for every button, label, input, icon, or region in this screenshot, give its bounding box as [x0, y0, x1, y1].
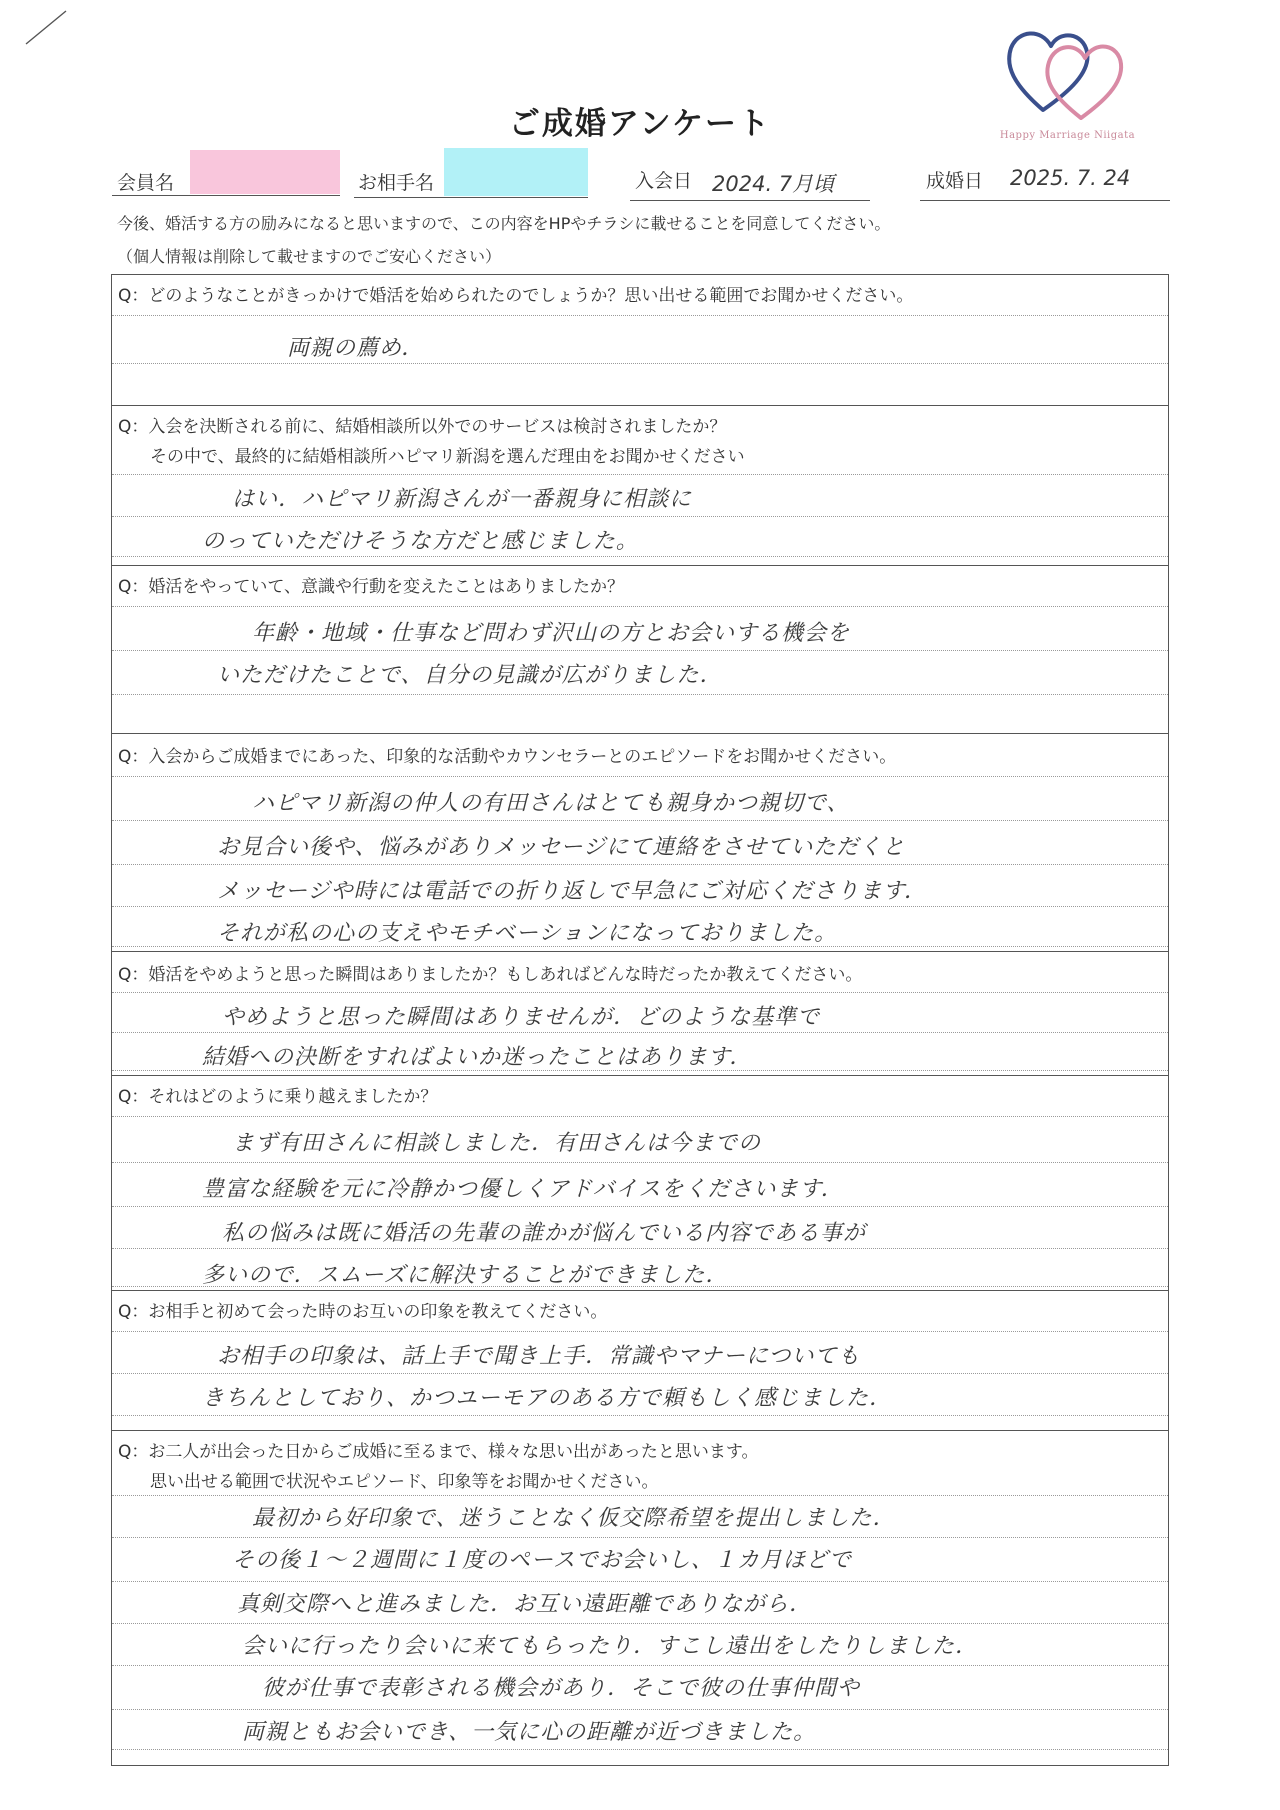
question-section — [112, 275, 1168, 405]
handwritten-answer-line: 両親ともお会いでき、一気に心の距離が近づきました。 — [242, 1720, 817, 1745]
answer-rule-line — [112, 1248, 1168, 1249]
partner-name-redaction — [444, 148, 588, 196]
answer-rule-line — [112, 1162, 1168, 1163]
handwritten-answer-line: まず有田さんに相談しました．有田さんは今までの — [232, 1131, 762, 1156]
handwritten-answer-line: 最初から好印象で、迷うことなく仮交際希望を提出しました． — [252, 1506, 896, 1531]
answer-rule-line — [112, 1331, 1168, 1332]
answer-rule-line — [112, 363, 1168, 364]
answer-rule-line — [112, 650, 1168, 651]
question-text: Q：それはどのように乗り越えましたか？ — [118, 1087, 438, 1107]
logo-text: Happy Marriage Niigata — [999, 130, 1136, 141]
scan-mark — [22, 8, 72, 48]
answer-rule-line — [112, 1373, 1168, 1374]
answer-rule-line — [112, 864, 1168, 865]
question-section — [112, 733, 1168, 951]
answer-rule-line — [112, 1709, 1168, 1710]
answer-rule-line — [112, 906, 1168, 907]
marriage-date-label: 成婚日 — [926, 170, 984, 192]
answer-rule-line — [112, 1749, 1168, 1750]
handwritten-answer-line: 両親の薦め． — [287, 336, 425, 361]
answer-rule-line — [112, 1415, 1168, 1416]
partner-underline — [354, 197, 588, 198]
handwritten-answer-line: 彼が仕事で表彰される機会があり．そこで彼の仕事仲間や — [262, 1676, 861, 1701]
consent-text: 今後、婚活する方の励みになると思いますので、この内容をHPやチラシに載せることを同意してください。 — [117, 214, 891, 233]
question-text: Q：入会からご成婚までにあった、印象的な活動やカウンセラーとのエピソードをお聞かせください。 — [118, 747, 897, 767]
question-section — [112, 565, 1168, 733]
answer-rule-line — [112, 694, 1168, 695]
member-underline — [112, 195, 340, 196]
member-name-redaction — [190, 150, 340, 194]
handwritten-answer-line: お見合い後や、悩みがありメッセージにて連絡をさせていただくと — [217, 835, 906, 860]
handwritten-answer-line: メッセージや時には電話での折り返しで早急にご対応くださります． — [217, 879, 927, 904]
question-text: Q：婚活をやっていて、意識や行動を変えたことはありましたか？ — [118, 577, 625, 597]
question-section — [112, 1290, 1168, 1430]
question-text: その中で、最終的に結婚相談所ハピマリ新潟を選んだ理由をお聞かせください — [150, 447, 745, 467]
handwritten-answer-line: のっていただけそうな方だと感じました。 — [202, 529, 639, 554]
question-text: Q：お相手と初めて会った時のお互いの印象を教えてください。 — [118, 1302, 608, 1322]
answer-rule-line — [112, 516, 1168, 517]
handwritten-answer-line: 私の悩みは既に婚活の先輩の誰かが悩んでいる内容である事が — [222, 1221, 867, 1246]
answer-rule-line — [112, 1206, 1168, 1207]
handwritten-answer-line: はい．ハピマリ新潟さんが一番親身に相談に — [232, 487, 693, 512]
member-label: 会員名 — [117, 172, 175, 194]
answer-rule-line — [112, 1665, 1168, 1666]
marriage-date-underline — [920, 200, 1170, 201]
handwritten-answer-line: きちんとしており、かつユーモアのある方で頼もしく感じました． — [202, 1386, 893, 1411]
consent-note: （個人情報は削除して載せますのでご安心ください） — [117, 247, 502, 266]
answer-rule-line — [112, 1032, 1168, 1033]
answer-rule-line — [112, 1623, 1168, 1624]
question-section — [112, 951, 1168, 1075]
handwritten-answer-line: 会いに行ったり会いに来てもらったり．すこし遠出をしたりしました． — [242, 1634, 979, 1659]
handwritten-answer-line: 結婚への決断をすればよいか迷ったことはあります． — [202, 1045, 753, 1070]
question-section — [112, 1075, 1168, 1290]
answer-rule-line — [112, 474, 1168, 475]
question-section — [112, 1430, 1168, 1767]
questionnaire-sheet — [111, 274, 1169, 1766]
handwritten-answer-line: それが私の心の支えやモチベーションになっておりました。 — [217, 921, 838, 946]
handwritten-answer-line: いただけたことで、自分の見識が広がりました． — [217, 663, 723, 688]
join-date-underline — [630, 200, 870, 201]
answer-rule-line — [112, 776, 1168, 777]
handwritten-answer-line: 豊富な経験を元に冷静かつ優しくアドバイスをくださいます． — [202, 1177, 844, 1202]
answer-rule-line — [112, 1116, 1168, 1117]
question-section — [112, 405, 1168, 565]
partner-label: お相手名 — [358, 172, 435, 194]
marriage-date-value: 2025. 7. 24 — [1010, 166, 1131, 190]
handwritten-answer-line: やめようと思った瞬間はありませんが．どのような基準で — [222, 1005, 821, 1030]
question-text: Q：婚活をやめようと思った瞬間はありましたか？もしあればどんな時だったか教えてください。 — [118, 965, 863, 985]
question-text: Q：入会を決断される前に、結婚相談所以外でのサービスは検討されましたか？ — [118, 417, 727, 437]
answer-rule-line — [112, 992, 1168, 993]
answer-rule-line — [112, 556, 1168, 557]
handwritten-answer-line: ハピマリ新潟の仲人の有田さんはとても親身かつ親切で、 — [252, 791, 850, 816]
answer-rule-line — [112, 1537, 1168, 1538]
question-text: Q：お二人が出会った日からご成婚に至るまで、様々な思い出があったと思います。 — [118, 1442, 759, 1462]
answer-rule-line — [112, 820, 1168, 821]
join-date-value: 2024. 7月頃 — [712, 172, 835, 196]
handwritten-answer-line: 多いので．スムーズに解決することができました． — [202, 1263, 729, 1288]
handwritten-answer-line: 真剣交際へと進みました．お互い遠距離でありながら． — [237, 1592, 813, 1617]
question-text: 思い出せる範囲で状況やエピソード、印象等をお聞かせください。 — [150, 1472, 659, 1492]
handwritten-answer-line: その後１〜２週間に１度のペースでお会いし、１カ月ほどで — [232, 1548, 852, 1573]
question-text: Q：どのようなことがきっかけで婚活を始められたのでしょうか？思い出せる範囲でお聞かせください。 — [118, 286, 914, 306]
answer-rule-line — [112, 315, 1168, 316]
handwritten-answer-line: お相手の印象は、話上手で聞き上手．常識やマナーについても — [217, 1344, 861, 1369]
answer-rule-line — [112, 1495, 1168, 1496]
handwritten-answer-line: 年齢・地域・仕事など問わず沢山の方とお会いする機会を — [252, 621, 851, 646]
join-date-label: 入会日 — [635, 170, 693, 192]
answer-rule-line — [112, 606, 1168, 607]
answer-rule-line — [112, 1581, 1168, 1582]
form-title: ご成婚アンケート — [508, 106, 772, 142]
